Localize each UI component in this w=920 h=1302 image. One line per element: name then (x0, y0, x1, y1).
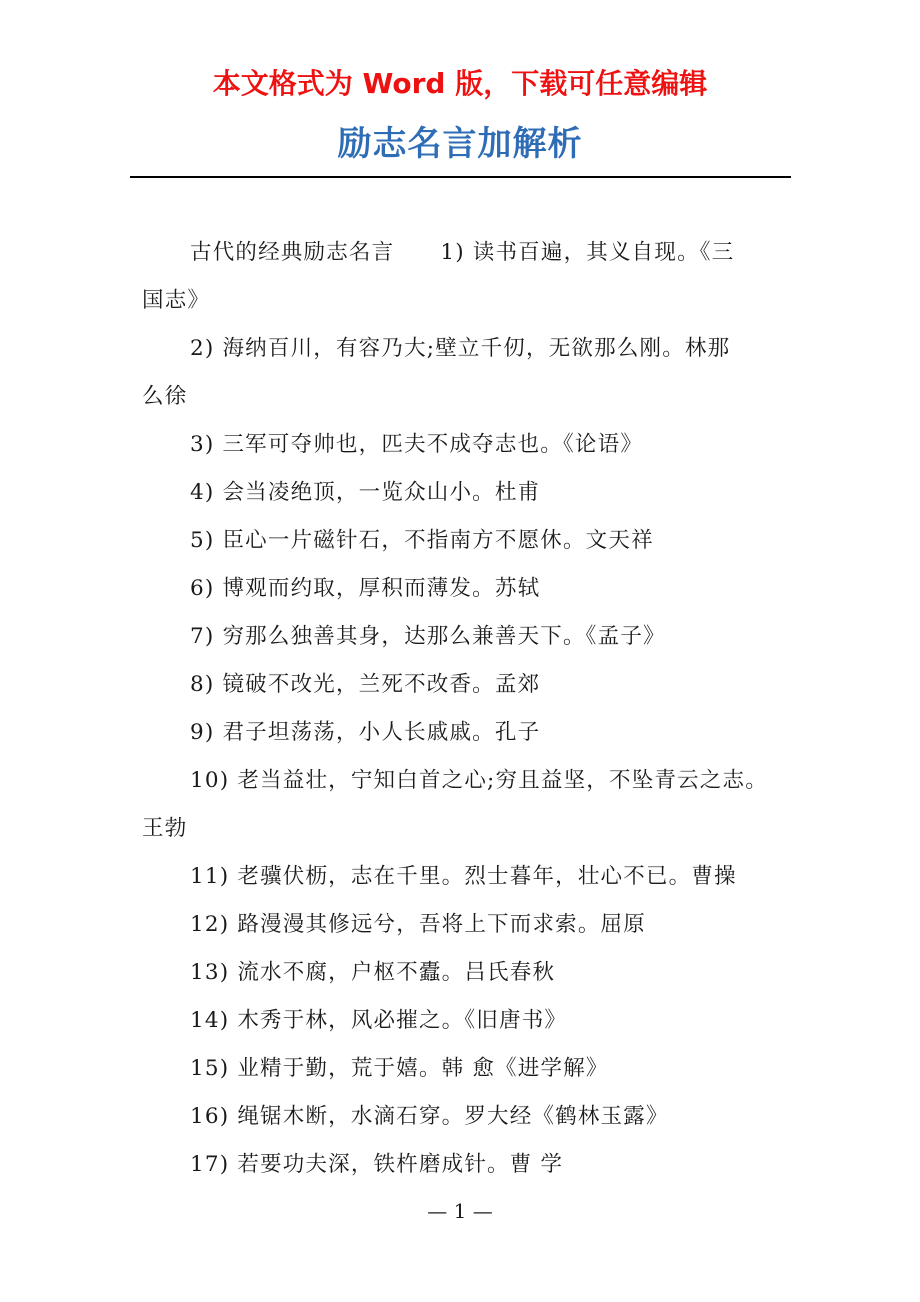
quote-item (142, 469, 802, 517)
quote-number: 17) (190, 1152, 230, 1177)
quote-number: 8) (190, 672, 215, 697)
quote-text: 老当益壮，宁知白首之心;穷且益坚，不坠青云之志。 (237, 768, 768, 793)
quote-text: 路漫漫其修远兮，吾将上下而求索。屈原 (237, 912, 646, 937)
quote-text: 业精于勤，荒于嬉。韩 愈《进学解》 (237, 1056, 609, 1081)
quote-text: 臣心一片磁针石，不指南方不愿休。文天祥 (222, 528, 654, 553)
quote-item (142, 997, 802, 1045)
quote-number: 14) (190, 1008, 230, 1033)
quote-item (142, 949, 802, 997)
download-banner: 本文格式为 Word 版，下载可任意编辑 (212, 67, 708, 100)
quote-continuation (142, 805, 802, 853)
quote-text: 会当凌绝顶，一览众山小。杜甫 (222, 480, 541, 505)
quote-number: 3) (190, 432, 215, 457)
quote-number: 10) (190, 768, 230, 793)
quote-item (142, 421, 802, 469)
quote-text: 镜破不改光，兰死不改香。孟郊 (222, 672, 541, 697)
quote-item (142, 1093, 802, 1141)
quote-text: 若要功夫深，铁杵磨成针。曹 学 (237, 1152, 564, 1177)
quote-item (142, 1045, 802, 1093)
quote-text: 三军可夺帅也，匹夫不成夺志也。《论语》 (222, 432, 644, 457)
quote-number: 11) (190, 864, 230, 889)
quote-item (142, 325, 802, 373)
quote-number: 1) (440, 240, 465, 265)
quote-continuation (142, 277, 802, 325)
quote-item (142, 709, 802, 757)
quote-text: 绳锯木断，水滴石穿。罗大经《鹤林玉露》 (237, 1104, 669, 1129)
quote-text: 流水不腐，户枢不蠹。吕氏春秋 (237, 960, 556, 985)
document-body (142, 229, 802, 1189)
quote-number: 9) (190, 720, 215, 745)
quote-item (142, 757, 802, 805)
quote-continuation-text: 国志》 (142, 288, 211, 313)
quote-number: 13) (190, 960, 230, 985)
quote-text: 穷那么独善其身，达那么兼善天下。《孟子》 (222, 624, 666, 649)
quote-continuation-text: 么徐 (142, 384, 188, 409)
quote-number: 4) (190, 480, 215, 505)
quote-number: 16) (190, 1104, 230, 1129)
quote-number: 12) (190, 912, 230, 937)
quote-number: 7) (190, 624, 215, 649)
quote-number: 15) (190, 1056, 230, 1081)
quote-item (142, 1141, 802, 1189)
quote-number: 2) (190, 336, 215, 361)
quote-item (142, 661, 802, 709)
quote-item (142, 613, 802, 661)
document-title: 励志名言加解析 (337, 124, 583, 164)
quote-text: 博观而约取，厚积而薄发。苏轼 (222, 576, 541, 601)
quote-number: 6) (190, 576, 215, 601)
quote-continuation (142, 373, 802, 421)
quote-continuation-text: 王勃 (142, 816, 188, 841)
page-number: — 1 — (427, 1199, 493, 1223)
quote-text: 海纳百川，有容乃大;壁立千仞，无欲那么刚。林那 (222, 336, 731, 361)
quote-item (142, 853, 802, 901)
quote-text: 读书百遍，其义自现。《三 (472, 240, 735, 265)
intro-heading: 古代的经典励志名言 (190, 240, 395, 265)
quote-item (142, 901, 802, 949)
quote-item (142, 565, 802, 613)
intro-paragraph (142, 229, 802, 277)
quote-text: 木秀于林，风必摧之。《旧唐书》 (237, 1008, 568, 1033)
quote-text: 老骥伏枥，志在千里。烈士暮年，壮心不已。曹操 (237, 864, 737, 889)
quote-item (142, 517, 802, 565)
quote-text: 君子坦荡荡，小人长戚戚。孔子 (222, 720, 541, 745)
quote-number: 5) (190, 528, 215, 553)
title-divider (130, 176, 791, 178)
